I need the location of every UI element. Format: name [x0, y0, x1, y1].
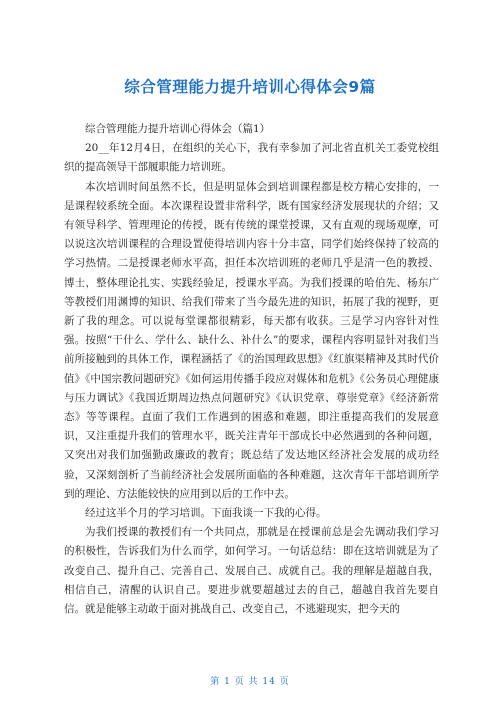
- page-number-footer: 第 1 页 共 14 页: [210, 677, 290, 687]
- paragraph: 经过这半个月的学习培训。下面我谈一下我的心得。: [85, 507, 327, 520]
- document-body: [64, 120, 439, 619]
- document-title: 综合管理能力提升培训心得体会9篇: [124, 78, 376, 96]
- paragraph: 为我们授课的教授们有一个共同点，那就是在授课前总是会先调动我们学习的积极性，告诉我们为什么而学，如何学习。一句话总结：即在这培训就是为了改变自己、提升自己、完善自己、发展自己、成就自己。我的理解是超越自我，相信自己，清醒的认识自己。要进步就要超越过去的自己，超越自我首先要自信。就是能够主动敢于面对挑战自己、改变自己，不逃避现实，把今天的: [64, 526, 439, 616]
- paragraph: 20__年12月4日，在组织的关心下，我有幸参加了河北省直机关工委党校组织的提高领导干部履职能力培训班。: [64, 142, 439, 174]
- section-heading: 综合管理能力提升培训心得体会（篇1）: [85, 123, 271, 135]
- paragraph: 本次培训时间虽然不长，但是明显体会到培训课程都是校方精心安排的，一是课程较系统全面。本次课程设置非常科学，既有国家经济发展现状的介绍；又有领导科学、管理理论的传授，既有传统的课堂授课，又有直观的现场观摩，可以说这次培训课程的合理设置使得培训内容十分丰富，同学们始终保持了较高的学习热情。二是授课老师水平高，担任本次培训班的老师几乎是清一色的教授、博士，整体理论扎实、实践经验足，授课水平高。为我们授课的哈伯先、杨东广等教授们用渊博的知识、给我们带来了当今最先进的知识，拓展了我的视野，更新了我的理念。可以说每堂课都很精彩，每天都有收获。三是学习内容针对性强。按照“干什么、学什么、缺什么、补什么”的要求，课程内容明显针对我们当前所接触到的具体工作，课程涵括了《的治国理政思想》《红旗渠精神及其时代价值》《中国宗教问题研究》《如何运用传播手段应对媒体和危机》《公务员心理健康与压力调试》《我国近期周边热点问题研究》《认识党章、尊崇党章》《经济新常态》等等课程。直面了我们工作遇到的困惑和难题，即注重提高我们的发展意识，又注重提升我们的管理水平，既关注青年干部成长中必然遇到的各种问题，又突出对我们加强勤政廉政的教育；既总结了发达地区经济社会发展的成功经验，又深刻剖析了当前经济社会发展所面临的各种难题，这次青年干部培训所学到的理论、方法能较快的应用到以后的工作中去。: [64, 180, 439, 500]
